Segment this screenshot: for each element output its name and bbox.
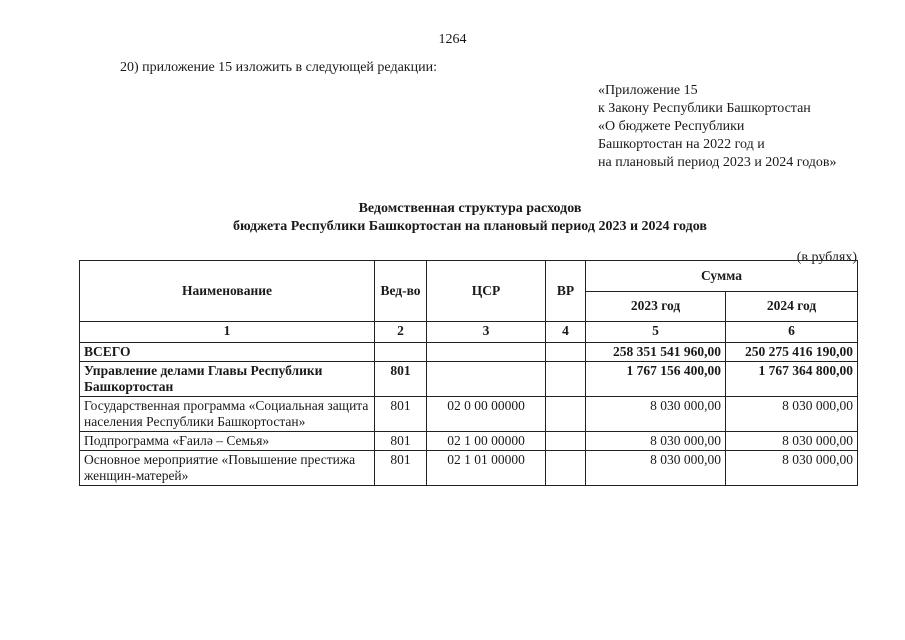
cell-csr (427, 343, 546, 362)
appendix-line: «О бюджете Республики (598, 119, 745, 134)
cell-2023: 1 767 156 400,00 (586, 362, 726, 397)
cell-name: Подпрограмма «Ғаилә – Семья» (80, 432, 375, 451)
column-number: 3 (427, 322, 546, 343)
title-line-2: бюджета Республики Башкортостан на плановый период 2023 и 2024 годов (233, 219, 707, 234)
cell-name: Управление делами Главы Республики Башкортостан (80, 362, 375, 397)
header-csr: ЦСР (427, 261, 546, 322)
table-row (80, 451, 858, 486)
page-number: 1264 (438, 32, 467, 47)
column-numbers-row (80, 322, 858, 343)
table-row (80, 343, 858, 362)
column-number: 4 (546, 322, 586, 343)
header-sum: Сумма (586, 261, 858, 292)
cell-csr: 02 1 01 00000 (427, 451, 546, 486)
column-number: 2 (375, 322, 427, 343)
cell-dept: 801 (375, 362, 427, 397)
column-number: 1 (80, 322, 375, 343)
table-row (80, 432, 858, 451)
header-2024: 2024 год (726, 291, 858, 322)
document-title (0, 200, 905, 236)
cell-2023: 8 030 000,00 (586, 451, 726, 486)
appendix-line: Башкортостан на 2022 год и (598, 137, 765, 152)
cell-csr (427, 362, 546, 397)
cell-name: ВСЕГО (80, 343, 375, 362)
cell-2024: 250 275 416 190,00 (726, 343, 858, 362)
cell-2023: 258 351 541 960,00 (586, 343, 726, 362)
column-number: 6 (726, 322, 858, 343)
cell-2023: 8 030 000,00 (586, 397, 726, 432)
appendix-line: к Закону Республики Башкортостан (598, 101, 811, 116)
header-2023: 2023 год (586, 291, 726, 322)
appendix-line: на плановый период 2023 и 2024 годов» (598, 155, 837, 170)
cell-2023: 8 030 000,00 (586, 432, 726, 451)
cell-dept: 801 (375, 451, 427, 486)
cell-csr: 02 0 00 00000 (427, 397, 546, 432)
cell-2024: 8 030 000,00 (726, 451, 858, 486)
budget-table (79, 260, 858, 486)
cell-csr: 02 1 00 00000 (427, 432, 546, 451)
table-row (80, 397, 858, 432)
cell-dept (375, 343, 427, 362)
appendix-reference (598, 82, 837, 172)
units-note: (в рублях) (796, 250, 857, 265)
cell-2024: 8 030 000,00 (726, 432, 858, 451)
cell-name: Основное мероприятие «Повышение престижа женщин-матерей» (80, 451, 375, 486)
cell-vr (546, 451, 586, 486)
column-number: 5 (586, 322, 726, 343)
header-dept: Вед-во (375, 261, 427, 322)
cell-dept: 801 (375, 397, 427, 432)
cell-vr (546, 343, 586, 362)
cell-vr (546, 397, 586, 432)
cell-vr (546, 362, 586, 397)
cell-name: Государственная программа «Социальная защита населения Республики Башкортостан» (80, 397, 375, 432)
cell-2024: 1 767 364 800,00 (726, 362, 858, 397)
cell-dept: 801 (375, 432, 427, 451)
intro-line: 20) приложение 15 изложить в следующей редакции: (120, 60, 437, 75)
header-name: Наименование (80, 261, 375, 322)
table-row (80, 362, 858, 397)
title-line-1: Ведомственная структура расходов (358, 201, 582, 216)
cell-vr (546, 432, 586, 451)
appendix-line: «Приложение 15 (598, 83, 698, 98)
header-vr: ВР (546, 261, 586, 322)
cell-2024: 8 030 000,00 (726, 397, 858, 432)
